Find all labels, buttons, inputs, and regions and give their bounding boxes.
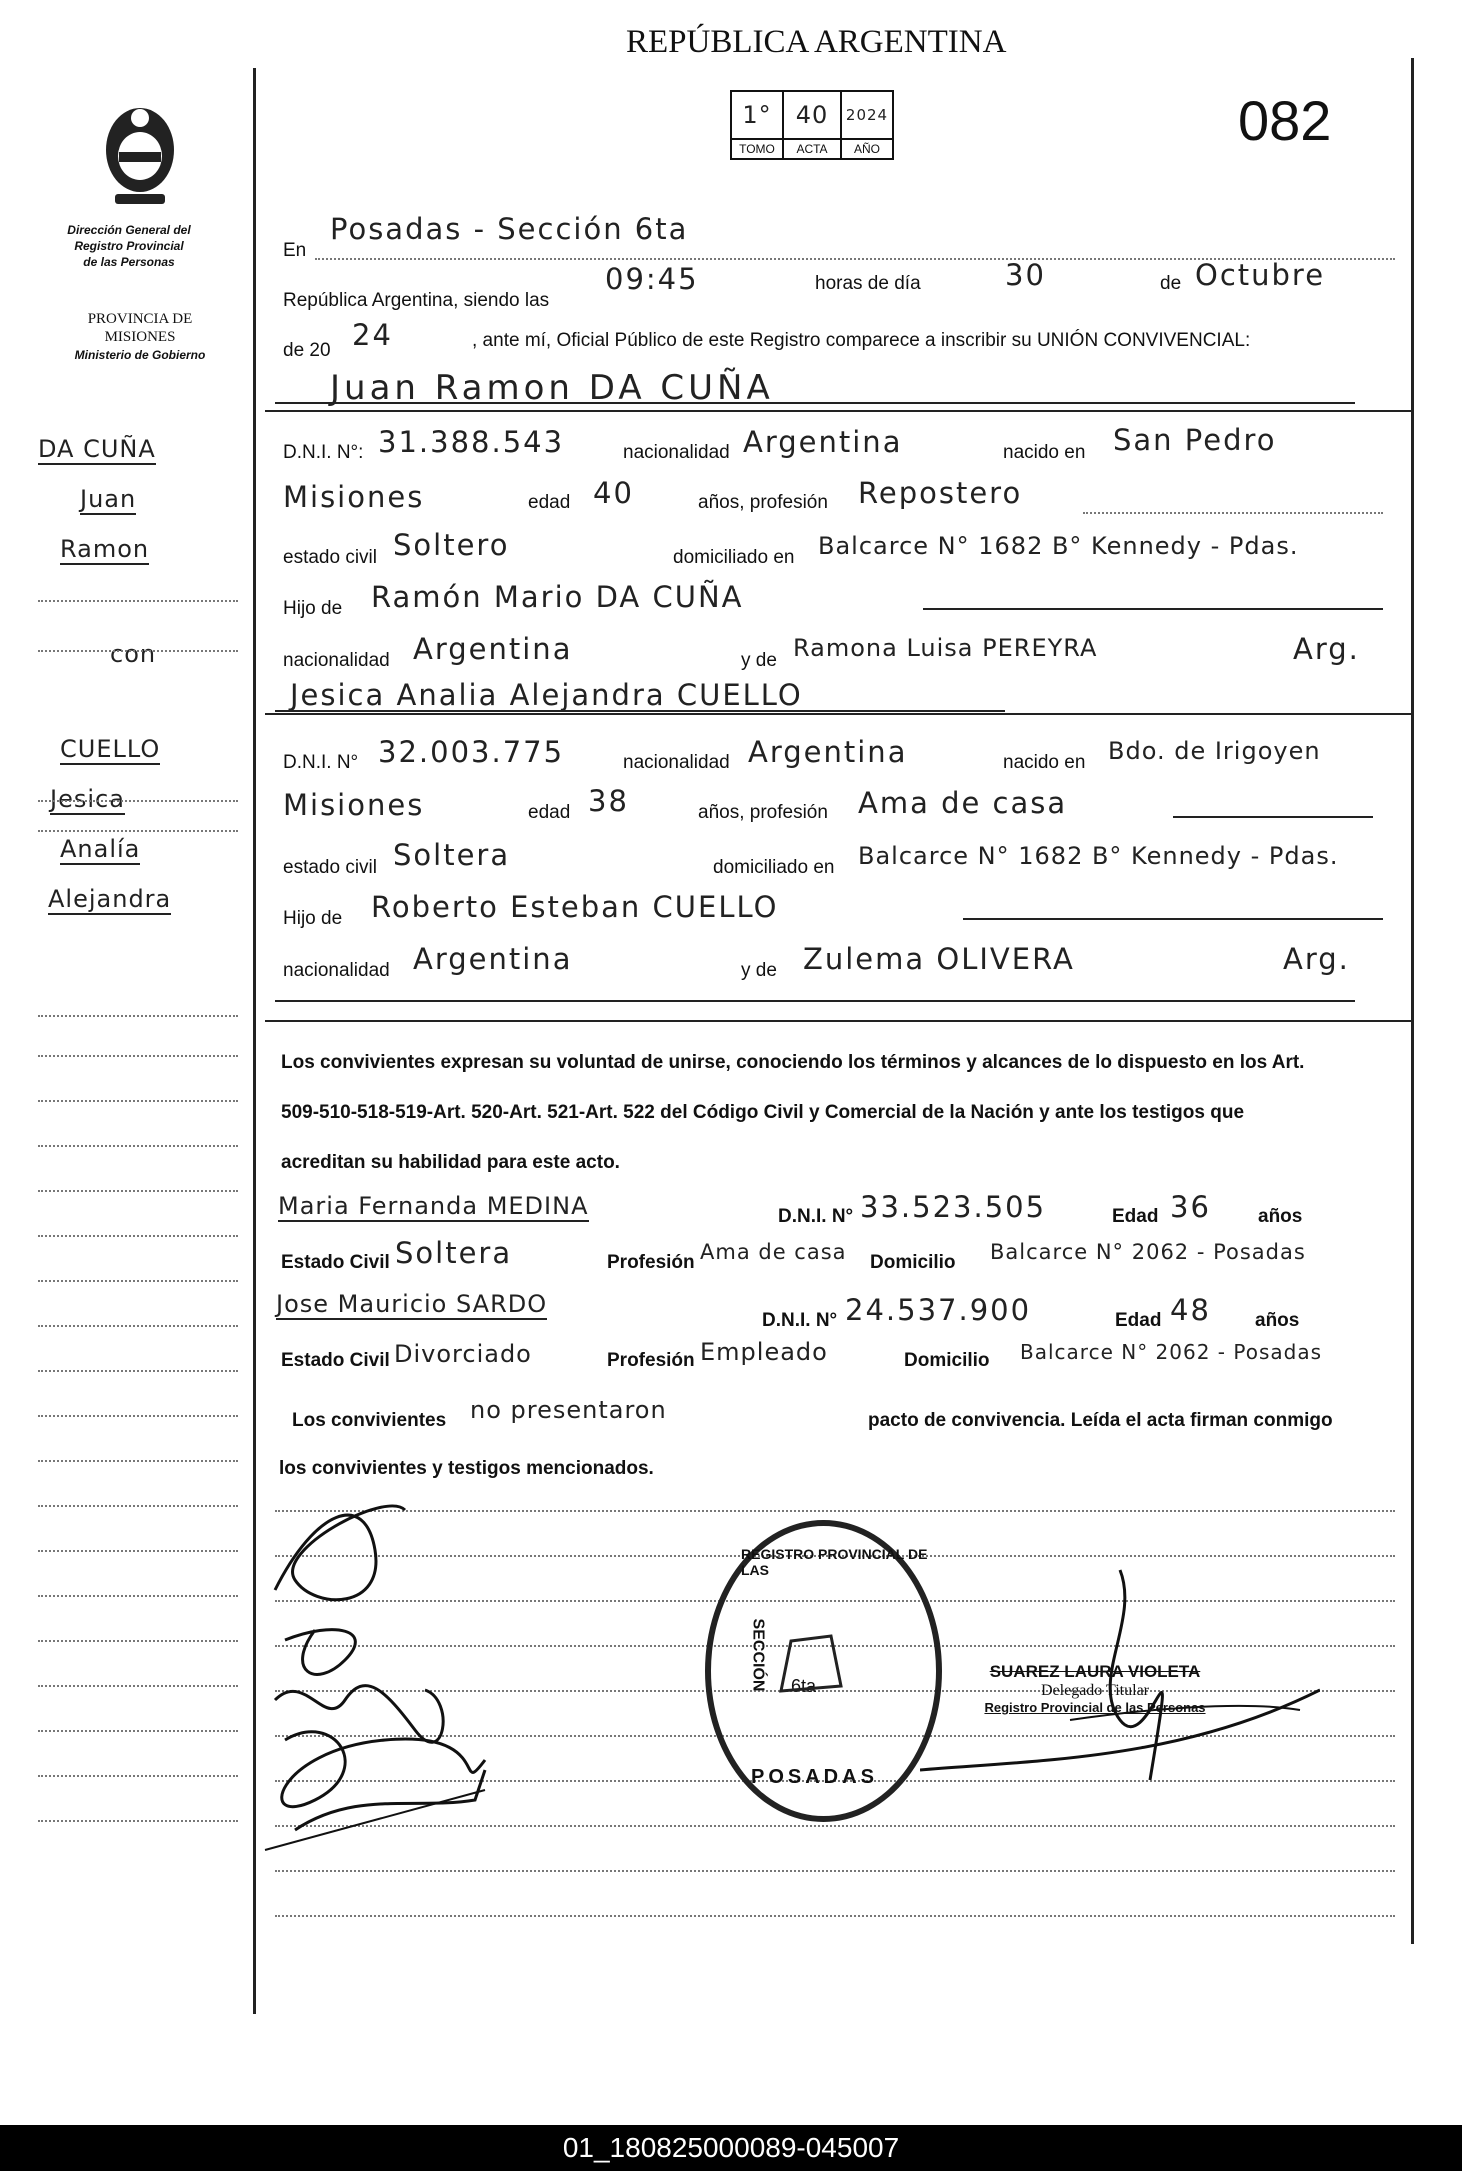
time-value: 09:45 [605,262,699,296]
page-title: REPÚBLICA ARGENTINA [626,24,1007,60]
stamp-emblem-icon [771,1621,851,1701]
edad-label: edad [528,802,571,823]
en-label: En [283,240,307,261]
footer-code: 01_180825000089-045007 [562,2132,900,2163]
signatures [255,1470,775,1890]
place-value: Posadas - Sección 6ta [330,212,689,246]
province-line1: PROVINCIA DE [87,311,193,327]
domicilio-label: domiciliado en [713,857,835,878]
section-divider-1 [265,410,1412,412]
agency-line1: Dirección General del [67,223,191,237]
nacido-value: Bdo. de Irigoyen [1108,737,1321,765]
province-line2: MISIONES [104,329,176,345]
nacido-value: San Pedro [1113,423,1277,457]
estado-value: Soltero [393,528,510,562]
madre-nac: Arg. [1293,632,1360,666]
year-value: 24 [352,318,393,352]
nacido-cont: Misiones [283,480,425,514]
witness2-edad-label: Edad [1115,1310,1162,1331]
tomo-acta-box [730,90,894,160]
coat-of-arms-logo [97,98,183,208]
right-border [1411,58,1414,1944]
official-name: SUAREZ LAURA VIOLETA [989,1662,1201,1681]
nacionalidad2-label: nacionalidad [283,650,390,671]
tomo-label: TOMO [731,139,783,159]
ministry: Ministerio de Gobierno [74,348,206,362]
nacionalidad-label: nacionalidad [623,752,730,773]
witness2-domicilio: Balcarce N° 2062 - Posadas [1020,1340,1323,1364]
witness1-estado: Soltera [395,1236,513,1270]
acta-label: ACTA [783,139,841,159]
padre-value: Roberto Esteban CUELLO [371,890,779,924]
declaration-line1: Los convivientes expresan su voluntad de unirse, conociendo los términos y alcances de lo dispuesto en los Art. [281,1052,1305,1073]
dni-value: 32.003.775 [378,735,565,769]
witness1-profesion-label: Profesión [607,1252,695,1273]
witness1-domicilio-label: Domicilio [870,1252,956,1273]
month-value: Octubre [1195,258,1326,292]
nacionalidad-value: Argentina [743,425,903,459]
stamp-left: SECCIÓN [749,1618,767,1692]
dni-label: D.N.I. N° [283,752,359,773]
padre-nac: Argentina [413,942,573,976]
year-prefix: de 20 [283,340,331,361]
profesion-label: años, profesión [698,802,828,823]
witness1-dni-label: D.N.I. N° [778,1206,854,1227]
witness2-profesion: Empleado [700,1338,828,1366]
domicilio-label: domiciliado en [673,547,795,568]
person1-full-name: Juan Ramon DA CUÑA [330,368,774,408]
nacionalidad-label: nacionalidad [623,442,730,463]
witness1-domicilio: Balcarce N° 2062 - Posadas [990,1240,1306,1264]
witness2-estado-label: Estado Civil [281,1350,390,1371]
tomo-value: 1° [731,91,783,139]
witness2-dni-label: D.N.I. N° [762,1310,838,1331]
person2-full-name: Jesica Analia Alejandra CUELLO [290,678,803,712]
acta-value: 40 [783,91,841,139]
margin-name: Jesica [50,785,125,813]
madre-value: Zulema OLIVERA [803,942,1075,976]
witness1-name: Maria Fernanda MEDINA [278,1192,589,1220]
witness1-dni: 33.523.505 [860,1190,1047,1224]
witness2-estado: Divorciado [394,1340,532,1368]
agency-line2: Registro Provincial [74,239,184,253]
margin-name: Analía [60,835,141,863]
witness1-profesion: Ama de casa [700,1240,847,1264]
margin-name: CUELLO [60,735,161,763]
witness2-edad: 48 [1170,1293,1211,1327]
profesion-value: Repostero [858,476,1023,510]
padre-value: Ramón Mario DA CUÑA [371,580,744,614]
profesion-label: años, profesión [698,492,828,513]
yde-label: y de [741,650,777,671]
official-stamp [705,1520,942,1822]
estado-label: estado civil [283,547,377,568]
dni-value: 31.388.543 [378,425,565,459]
witness2-anos-label: años [1255,1310,1300,1331]
republica-label: República Argentina, siendo las [283,290,550,311]
closing-line2: los convivientes y testigos mencionados. [279,1458,654,1479]
stamp-top: REGISTRO PROVINCIAL DE LAS [741,1546,928,1578]
person2-section [283,730,1403,1020]
day-value: 30 [1005,258,1046,292]
statement: , ante mí, Oficial Público de este Registro comparece a inscribir su UNIÓN CONVIVENCIAL: [472,330,1251,351]
nacido-cont: Misiones [283,788,425,822]
closing-post: pacto de convivencia. Leída el acta firman conmigo [868,1410,1333,1431]
profesion-value: Ama de casa [858,786,1068,820]
horas-label: horas de día [815,273,921,294]
padre-nac: Argentina [413,632,573,666]
agency-line3: de las Personas [83,255,175,269]
edad-value: 40 [593,476,634,510]
margin-name: Juan [80,485,137,513]
madre-nac: Arg. [1283,942,1350,976]
estado-label: estado civil [283,857,377,878]
declaration-line2: 509-510-518-519-Art. 520-Art. 521-Art. 522 del Código Civil y Comercial de la Nación y ante los testigos que [281,1102,1245,1123]
anio-label: AÑO [841,139,893,159]
section-divider-3 [265,1020,1412,1022]
declaration-line3: acreditan su habilidad para este acto. [281,1152,620,1173]
official-office: Registro Provincial de las Personas [984,1700,1206,1715]
hijo-label: Hijo de [283,598,343,619]
hijo-label: Hijo de [283,908,343,929]
person1-section [283,420,1403,710]
domicilio-value: Balcarce N° 1682 B° Kennedy - Pdas. [858,842,1339,870]
witness2-profesion-label: Profesión [607,1350,695,1371]
nacido-label: nacido en [1003,752,1086,773]
witness1-edad-label: Edad [1112,1206,1159,1227]
official-signature [920,1560,1320,1800]
margin-name: Alejandra [48,885,172,913]
dni-label: D.N.I. N°: [283,442,364,463]
closing-pacto: no presentaron [470,1396,667,1424]
witness1-edad: 36 [1170,1190,1211,1224]
nacionalidad-value: Argentina [748,735,908,769]
page-number: 082 [1238,89,1332,152]
de-label: de [1160,273,1182,294]
witness1-anos-label: años [1258,1206,1303,1227]
stamp-bottom: POSADAS [751,1766,878,1788]
nacionalidad2-label: nacionalidad [283,960,390,981]
section-divider-2 [265,713,1412,715]
stamp-number: 6ta [791,1676,817,1696]
edad-label: edad [528,492,571,513]
margin-name: Ramon [60,535,150,563]
margin-name: DA CUÑA [38,435,156,463]
closing-pre: Los convivientes [292,1410,447,1431]
estado-value: Soltera [393,838,511,872]
footer-bar [0,2125,1462,2171]
edad-value: 38 [588,784,629,818]
nacido-label: nacido en [1003,442,1086,463]
madre-value: Ramona Luisa PEREYRA [793,634,1098,662]
domicilio-value: Balcarce N° 1682 B° Kennedy - Pdas. [818,532,1299,560]
anio-value: 2024 [841,91,893,139]
yde-label: y de [741,960,777,981]
witness1-estado-label: Estado Civil [281,1252,390,1273]
witness2-dni: 24.537.900 [845,1293,1032,1327]
witness2-name: Jose Mauricio SARDO [276,1290,548,1318]
official-role: Delegado Titular [1041,1682,1149,1699]
witness2-domicilio-label: Domicilio [904,1350,990,1371]
margin-name: con [110,640,157,668]
